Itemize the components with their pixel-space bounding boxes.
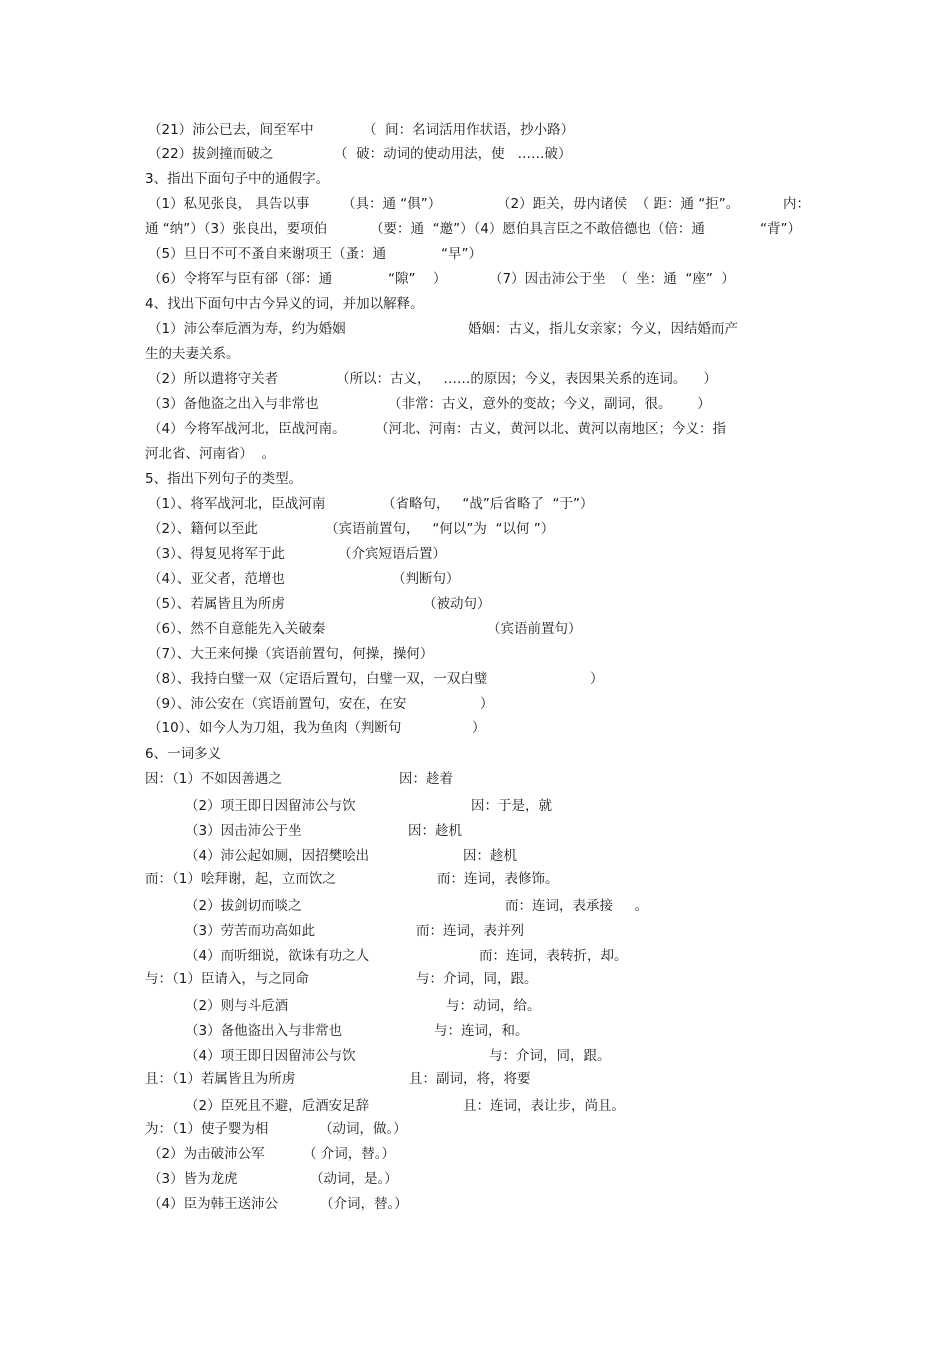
text-line-note: （介词，替。） (320, 1196, 408, 1212)
text-line: 且：（1）若属皆且为所虏 (145, 1071, 296, 1087)
text-line: （22）拔剑撞而破之 (148, 146, 274, 162)
text-line-note: 与：动词，给。 (446, 998, 541, 1014)
text-line: （8）、我持白璧一双（定语后置句，白璧一双，一双白璧 (148, 671, 488, 687)
section-heading: 3、指出下面句子中的通假字。 (145, 171, 330, 187)
text-line: （2）则与斗卮酒 (185, 998, 289, 1014)
text-line-note: 婚姻：古义，指儿女亲家；今义，因结婚而产 (468, 321, 738, 337)
text-line: （7）、大王来何操（宾语前置句，何操，操何） (148, 646, 434, 662)
text-line-note: 且：副词，将，将要 (409, 1071, 531, 1087)
text-line-note: 而：连词，表并列 (416, 923, 524, 939)
text-line: （6）令将军与臣有郤（郤：通 (148, 271, 333, 287)
text-line-note: （所以：古义， ……的原因；今义，表因果关系的连词。 ） (336, 371, 718, 387)
text-line-note: （ 间：名词活用作状语，抄小路） (363, 122, 575, 138)
text-line: （3）备他盗出入与非常也 (185, 1023, 343, 1039)
text-line: （10）、如今人为刀俎，我为鱼肉（判断句 (148, 720, 402, 736)
text-line: （2）项王即日因留沛公与饮 (185, 798, 356, 814)
text-line-note: ） (433, 271, 447, 287)
text-line: 为：（1）使子婴为相 (145, 1121, 269, 1137)
text-line: （3）、得复见将军于此 (148, 546, 285, 562)
text-line: （4）臣为韩王送沛公 (148, 1196, 279, 1212)
text-line-note: （要：通 “邀”）（4）愿伯具言臣之不敢倍德也（倍：通 (370, 221, 705, 237)
text-line-note: “早”） (441, 246, 482, 262)
text-line-note: ） (472, 720, 486, 736)
text-line: （5）、若属皆且为所虏 (148, 596, 285, 612)
text-line: （1）私见张良， 具告以事 (148, 196, 310, 212)
text-line-note: 与：连词，和。 (434, 1023, 529, 1039)
text-line: 与：（1）臣请入，与之同命 (145, 971, 309, 987)
text-line: （4）而听细说，欲诛有功之人 (185, 948, 370, 964)
text-line-note: （ 破：动词的使动用法，使 ……破） (334, 146, 572, 162)
text-line-note: （河北、河南：古义，黄河以北、黄河以南地区；今义：指 (375, 421, 726, 437)
text-line-note: 且：连词，表让步，尚且。 (463, 1098, 625, 1114)
text-line-note: （被动句） (423, 596, 491, 612)
text-line: 而：（1）哙拜谢，起，立而饮之 (145, 871, 336, 887)
text-line-note: ） (480, 696, 494, 712)
text-line: （7）因击沛公于坐 （ 坐：通 “座” ） (489, 271, 735, 287)
text-line: 河北省、河南省） 。 (145, 446, 276, 462)
text-line-note: （ 介词，替。） (303, 1146, 396, 1162)
text-line-note: “背”） (760, 221, 801, 237)
section-heading: 6、一词多义 (145, 746, 222, 762)
text-line-note: “隙” (388, 271, 416, 287)
text-line: （3）因击沛公于坐 (185, 823, 302, 839)
text-line: （4）项王即日因留沛公与饮 (185, 1048, 356, 1064)
text-line: （3）备他盗之出入与非常也 (148, 396, 319, 412)
text-line-note: （省略句， “战”后省略了 “于”） (382, 496, 594, 512)
text-line-note: （宾语前置句， “何以”为 “以何 ”） (325, 521, 555, 537)
text-line: （9）、沛公安在（宾语前置句，安在，在安 (148, 696, 407, 712)
text-line-note: ） (590, 671, 604, 687)
text-line-note: （动词，做。） (319, 1121, 407, 1137)
text-line: 通 “纳”）（3）张良出，要项伯 (145, 221, 328, 237)
text-line-note: 因：趁机 (463, 848, 517, 864)
text-line: （1）沛公奉卮酒为寿，约为婚姻 (148, 321, 346, 337)
text-line-note: 而：连词，表修饰。 (437, 871, 559, 887)
text-line-note: 与：介词，同，跟。 (489, 1048, 611, 1064)
text-line: （21）沛公已去，间至军中 (148, 122, 314, 138)
text-line-note: 因：于是，就 (471, 798, 552, 814)
text-line: （1）、将军战河北，臣战河南 (148, 496, 326, 512)
text-line: （4）沛公起如厕，因招樊哙出 (185, 848, 370, 864)
text-line-note: 因：趁着 (399, 771, 453, 787)
text-line-note: （判断句） (392, 571, 460, 587)
text-line: （6）、然不自意能先入关破秦 (148, 621, 326, 637)
text-line: （4）今将军战河北，臣战河南。 (148, 421, 346, 437)
text-line: （2）拔剑切而啖之 (185, 898, 302, 914)
section-heading: 4、找出下面句中古今异义的词，并加以解释。 (145, 296, 424, 312)
text-line-note: 而：连词，表承接 。 (505, 898, 648, 914)
text-line-note: 而：连词，表转折，却。 (479, 948, 628, 964)
text-line: （2）为击破沛公军 (148, 1146, 265, 1162)
text-line-note: 内： (783, 196, 810, 212)
text-line: （3）劳苦而功高如此 (185, 923, 316, 939)
text-line: （2）臣死且不避，卮酒安足辞 (185, 1098, 370, 1114)
text-line: （4）、亚父者，范增也 (148, 571, 285, 587)
text-line-note: （具：通 “俱”） (342, 196, 442, 212)
text-line: 因：（1）不如因善遇之 (145, 771, 282, 787)
text-line-note: （2）距关，毋内诸侯 （ 距：通 “拒”。 (497, 196, 740, 212)
text-line: （5）旦日不可不蚤自来谢项王（蚤：通 (148, 246, 387, 262)
text-line: （2）所以遣将守关者 (148, 371, 279, 387)
text-line: （3）皆为龙虎 (148, 1171, 238, 1187)
text-line: （2）、籍何以至此 (148, 521, 258, 537)
text-line: 生的夫妻关系。 (145, 346, 240, 362)
text-line-note: （介宾短语后置） (338, 546, 446, 562)
text-line-note: （动词，是。） (310, 1171, 398, 1187)
text-line-note: （非常：古义，意外的变故；今义，副词，很。 ） (388, 396, 711, 412)
text-line-note: 与：介词，同，跟。 (416, 971, 538, 987)
text-line-note: 因：趁机 (408, 823, 462, 839)
text-line-note: （宾语前置句） (487, 621, 582, 637)
section-heading: 5、指出下列句子的类型。 (145, 471, 303, 487)
